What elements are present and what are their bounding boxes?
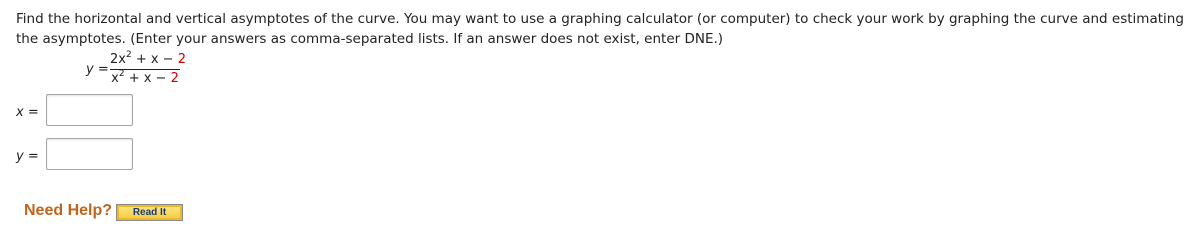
question-text: Find the horizontal and vertical asymptotes of the curve. You may want to use a graphing calculator (or computer) to check your work by graphing the curve and estimating the asymptotes. (Enter your answers as comma-separated lists. If an answer does not exist, enter DNE.) (16, 11, 1184, 47)
x-answer-input[interactable] (46, 94, 133, 126)
denominator-const: 2 (170, 71, 179, 86)
equation-lhs-var: y (86, 62, 94, 77)
equation-numerator (110, 50, 186, 68)
numerator-const: 2 (177, 52, 186, 67)
equation-lhs (86, 62, 109, 77)
numerator-coef: 2x (110, 52, 126, 67)
numerator-mid: + x − (131, 52, 178, 67)
equation-denominator (110, 71, 180, 87)
read-it-button[interactable]: Read It (116, 204, 183, 221)
numerator-exp: 2 (125, 50, 132, 60)
answer-label-y: y = (16, 149, 39, 164)
equation-equals: = (93, 62, 109, 77)
y-answer-input[interactable] (46, 138, 133, 170)
denominator-exp: 2 (118, 69, 125, 79)
need-help-label: Need Help? (24, 202, 113, 219)
answer-label-x: x = (16, 105, 39, 120)
denominator-base: x (111, 71, 119, 86)
denominator-mid: + x − (124, 71, 171, 86)
